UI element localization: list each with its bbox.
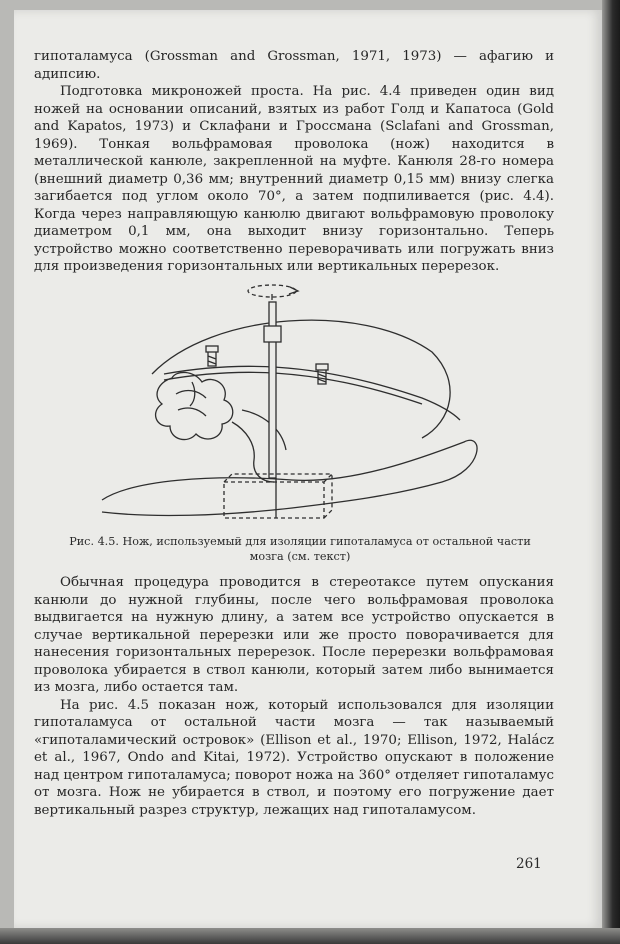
brain-outline <box>102 440 477 515</box>
figure-caption: Рис. 4.5. Нож, используемый для изоляции гипоталамуса от остальной части мозга (см. текст) <box>69 535 531 563</box>
paragraph: гипоталамуса (Grossman and Grossman, 1971, 1973) — афагию и адипсию. <box>34 49 554 82</box>
knife-brain-figure <box>92 282 492 530</box>
page-bottom-edge <box>0 928 620 944</box>
screw-icon <box>206 346 218 366</box>
cerebellum <box>156 372 233 439</box>
page-number: 261 <box>516 856 542 872</box>
paragraph: Обычная процедура проводится в стереотаксе путем опускания канюли до нужной глубины, после чего вольфрамовая проволока выдвигается на нужную длину, а затем все устройство опускается в случае вертикальной перерезки или же просто поворачивается для нанесения горизонтальных перерезок. После перерезки вольфрамовая проволока убирается в ствол канюли, который затем либо вынимается из мозга, либо остается там. <box>34 575 554 695</box>
text-block-top <box>34 48 554 276</box>
text-block-bottom <box>34 574 554 819</box>
book-spine <box>602 0 620 944</box>
screw-icon <box>316 364 328 384</box>
paragraph: На рис. 4.5 показан нож, который использовался для изоляции гипоталамуса от остальной части мозга — так называемый «гипоталамический островок» (Ellison et al., 1970; Ellison, 1972, Halácz et al., 1967, Ondo and Kitai, 1972). Устройство опускают в положение над центром гипоталамуса; поворот ножа на 360° отделяет гипоталамус от мозга. Нож не убирается в ствол, и поэтому его погружение дает вертикальный разрез структур, лежащих над гипоталамусом. <box>34 697 554 818</box>
paragraph: Подготовка микроножей проста. На рис. 4.4 приведен один вид ножей на основании описаний, взятых из работ Голд и Капатоса (Gold and Kapatos, 1973) и Склафани и Гроссмана (Sclafani and Grossman, 1969). Тонкая вольфрамовая проволока (нож) находится в металлической канюле, закрепленной на муфте. Канюля 28-го номера (внешний диаметр 0,36 мм; внутренний диаметр 0,15 мм) внизу слегка загибается под углом около 70°, а затем подпиливается (рис. 4.4). Когда через направляющую канюлю двигают вольфрамовую проволоку диаметром 0,1 мм, она выходит внизу горизонтально. Теперь устройство можно соответственно переворачивать или погружать вниз для произведения горизонтальных или вертикальных перерезок. <box>34 84 554 274</box>
knife-collar <box>264 326 281 342</box>
